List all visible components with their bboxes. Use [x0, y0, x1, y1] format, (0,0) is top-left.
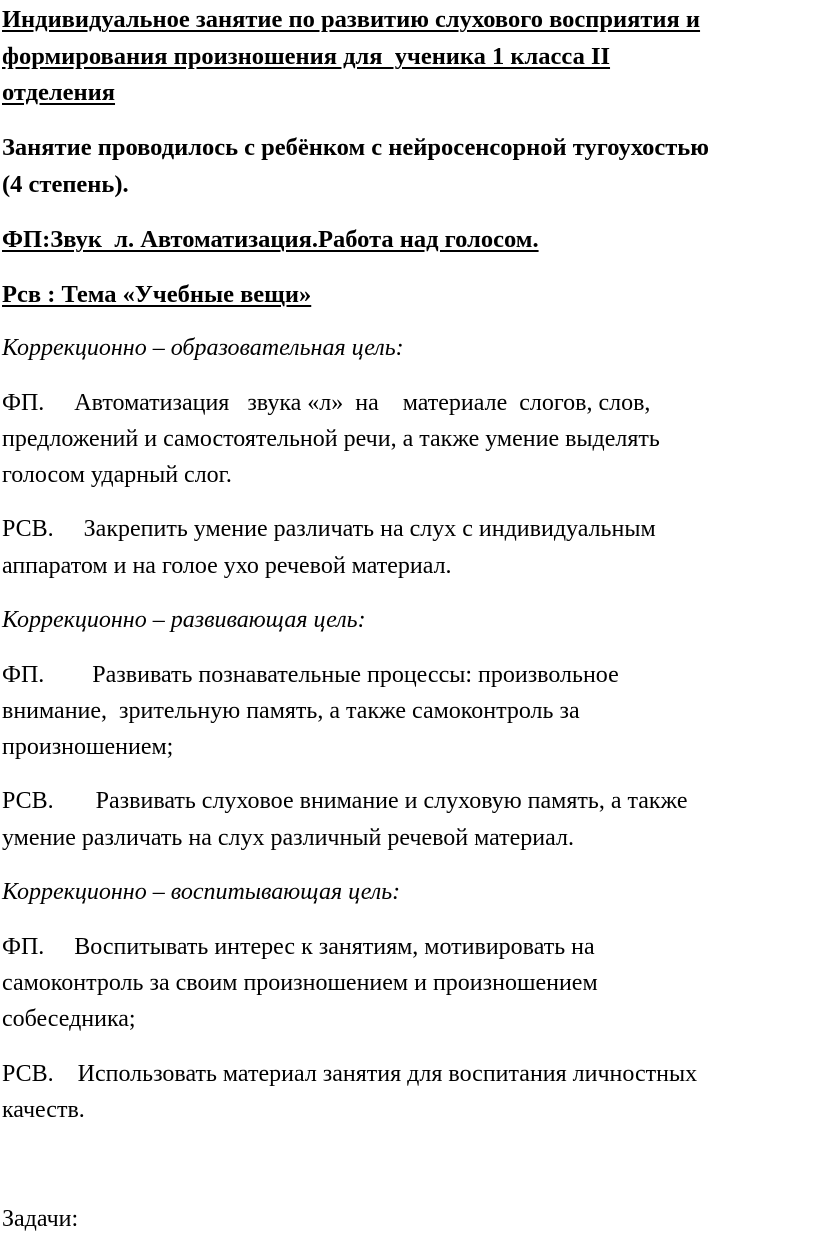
goal-developing-fp-line-3: произношением; [2, 734, 174, 760]
goal-educational-fp-line-1: ФП. Автоматизация звука «л» на материале слогов, слов, [2, 390, 651, 416]
fp-heading: ФП:Звук л. Автоматизация.Работа над голосом. [2, 226, 539, 253]
info-line-1: Занятие проводилось с ребёнком с нейросенсорной тугоухостью [2, 134, 709, 161]
title-line-2: формирования произношения для ученика 1 класса II [2, 43, 611, 70]
goal-educational-fp-line-3: голосом ударный слог. [2, 462, 232, 488]
goal-upbringing-fp-line-3: собеседника; [2, 1006, 136, 1032]
goal-upbringing-fp-line-2: самоконтроль за своим произношением и произношением [2, 970, 598, 996]
rsv-heading: Рсв : Тема «Учебные вещи» [2, 281, 312, 308]
goal-developing-rsv-line-1: РСВ. Развивать слуховое внимание и слуховую память, а также [2, 788, 688, 814]
goal-educational-rsv-line-2: аппаратом и на голое ухо речевой материал. [2, 553, 452, 579]
goal-upbringing-rsv-line-1: РСВ. Использовать материал занятия для воспитания личностных [2, 1061, 698, 1087]
title-line-1: Индивидуальное занятие по развитию слухового восприятия и [2, 6, 701, 33]
goal-educational-fp-line-2: предложений и самостоятельной речи, а также умение выделять [2, 426, 660, 452]
goal-upbringing-heading: Коррекционно – воспитывающая цель: [2, 879, 401, 905]
goal-educational-rsv-line-1: РСВ. Закрепить умение различать на слух с индивидуальным [2, 516, 656, 542]
title-line-3: отделения [2, 79, 116, 106]
info-line-2: (4 степень). [2, 171, 129, 198]
goal-developing-fp-line-1: ФП. Развивать познавательные процессы: произвольное [2, 662, 619, 688]
goal-developing-fp-line-2: внимание, зрительную память, а также самоконтроль за [2, 698, 580, 724]
goal-educational-heading: Коррекционно – образовательная цель: [2, 335, 404, 361]
goal-developing-rsv-line-2: умение различать на слух различный речевой материал. [2, 825, 574, 851]
tasks-label: Задачи: [2, 1206, 79, 1232]
goal-upbringing-rsv-line-2: качеств. [2, 1097, 85, 1123]
goal-developing-heading: Коррекционно – развивающая цель: [2, 607, 366, 633]
goal-upbringing-fp-line-1: ФП. Воспитывать интерес к занятиям, мотивировать на [2, 934, 595, 960]
